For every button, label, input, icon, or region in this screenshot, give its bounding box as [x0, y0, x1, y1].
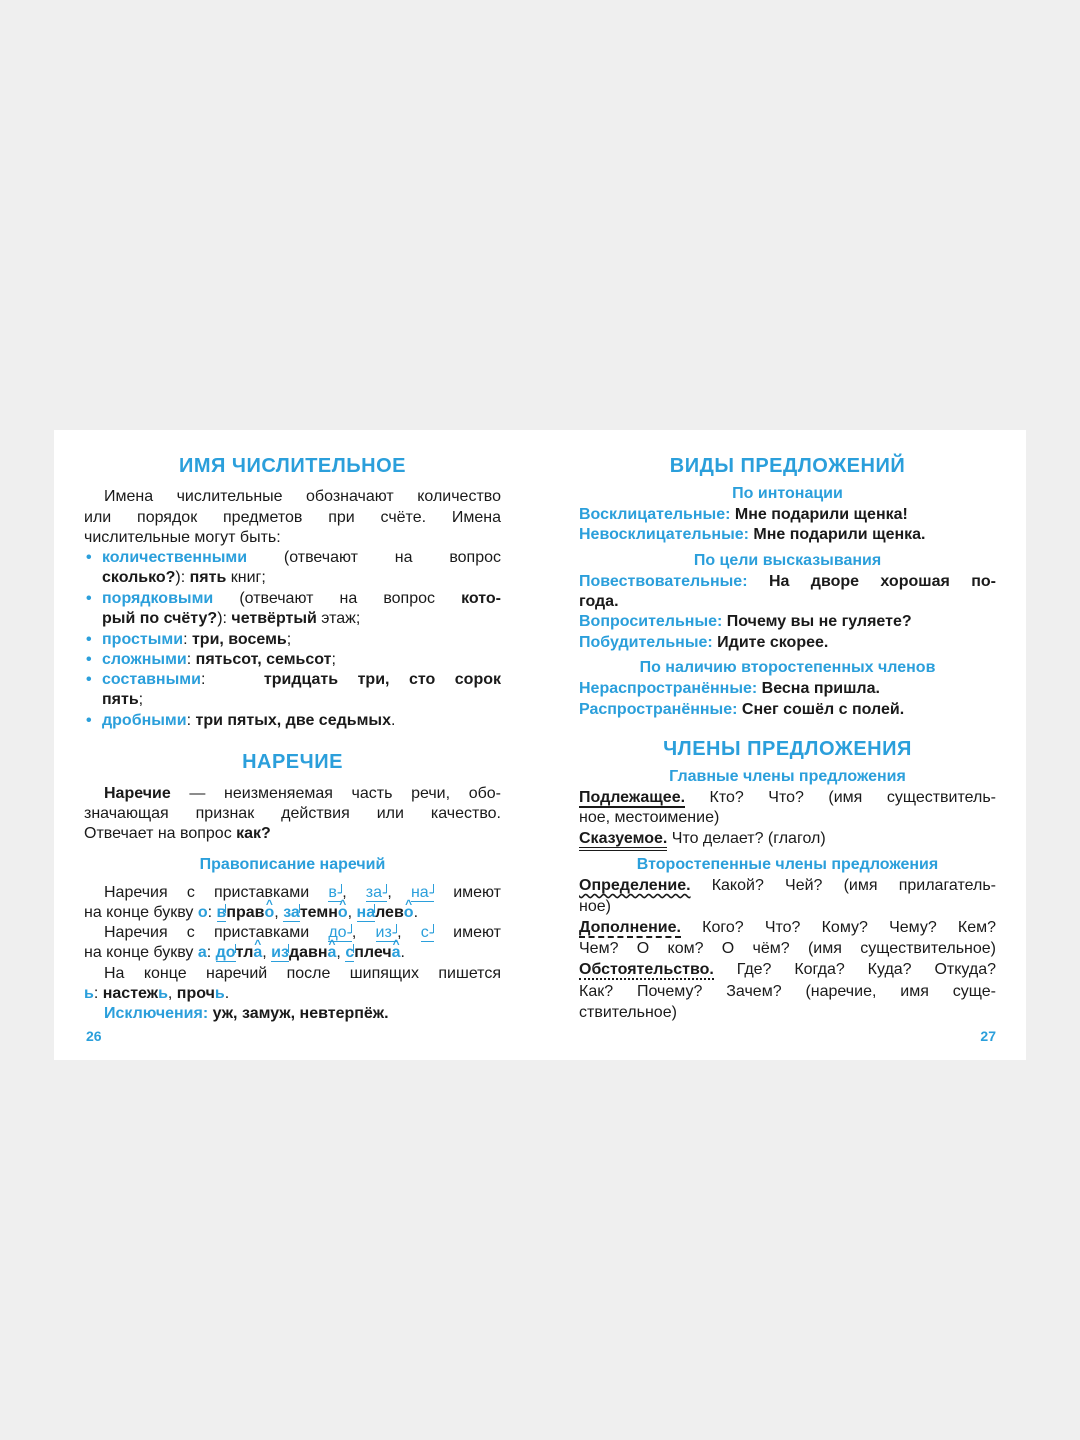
example-word	[177, 985, 225, 1002]
word-suffix: ^ о	[338, 904, 348, 921]
type-example: Идите скорее.	[712, 634, 829, 651]
word-prefix: на	[356, 904, 376, 921]
word-suffix: ^ о	[404, 904, 414, 921]
word-stem: настеж	[102, 985, 159, 1002]
subheading-secondary-members: Второстепенные члены предложения	[636, 856, 939, 873]
example-word	[345, 944, 400, 962]
member-cont: Чем? О ком? О чём? (имя существительное)	[579, 940, 996, 957]
numeral-bullet-item	[84, 548, 501, 568]
page-number-left: 26	[86, 1028, 102, 1044]
adverb-term: Наречие	[104, 785, 171, 802]
word-stem: плеч	[354, 944, 392, 961]
subheading-intonation: По интонации	[732, 485, 843, 502]
word-prefix: из	[271, 944, 289, 961]
word-suffix: ^ а	[253, 944, 262, 961]
sentence-type-row	[579, 505, 996, 525]
bullet-term: порядковыми	[102, 590, 214, 607]
type-label: Нераспространённые:	[579, 680, 758, 697]
word-prefix: до	[215, 944, 236, 961]
example-word	[271, 944, 336, 962]
bullet-term: сложными	[102, 651, 187, 668]
bullet-question: сколько?	[102, 569, 176, 586]
sentence-members-title: ЧЛЕНЫ ПРЕДЛОЖЕНИЯ	[663, 738, 912, 760]
spelling-example-line: на конце букву о: вправ^ о, затемн^ о, налев^ о.	[84, 903, 501, 923]
exceptions-label: Исключения:	[104, 1005, 209, 1022]
member-row	[579, 918, 996, 938]
rule-text: имеют	[434, 924, 501, 941]
example-word	[216, 944, 263, 962]
book-spread	[54, 430, 1026, 1060]
numeral-bullet-cont	[84, 568, 501, 588]
example-word	[283, 904, 347, 922]
spelling-rule-line: На конце наречий после шипящих пишется	[104, 965, 501, 982]
bullet-text: (отвечают на вопрос	[247, 549, 501, 566]
prefix-mark: за-	[365, 884, 388, 901]
bullet-example: пять	[102, 691, 139, 708]
numeral-intro-line: или порядок предметов при счёте. Имена	[84, 509, 501, 526]
type-example: Мне подарили щенка.	[748, 526, 926, 543]
adverb-def-line	[84, 784, 501, 804]
rule-text: на конце букву	[84, 904, 198, 921]
member-text: Какой? Чей? (имя прилагатель-	[690, 877, 996, 894]
bullet-term: составными	[102, 671, 201, 688]
numeral-bullet-cont	[84, 609, 501, 629]
member-term: Определение.	[579, 877, 691, 894]
spelling-rule-line: Наречия с приставками в-, за-, на- имеют	[104, 884, 501, 901]
member-row	[579, 788, 996, 808]
bullet-term: простыми	[102, 631, 184, 648]
bullet-text: ):	[217, 610, 232, 627]
bullet-text: книг;	[226, 569, 266, 586]
sentence-type-row	[579, 700, 996, 720]
prefix-mark: из-	[375, 924, 398, 941]
word-prefix: в	[216, 904, 227, 921]
word-ending: ь	[158, 985, 168, 1002]
rule-letter: о	[197, 904, 208, 921]
prefix-mark: до-	[328, 924, 352, 941]
member-cont: ствительное)	[579, 1004, 677, 1021]
member-text: Что делает? (глагол)	[667, 830, 826, 847]
page-left	[84, 430, 501, 1060]
adverb-question: как?	[236, 825, 271, 842]
sentence-type-row	[579, 572, 996, 592]
rule-text: Наречия с приставками	[104, 924, 329, 941]
numeral-bullet-item	[84, 589, 501, 609]
numeral-bullet-cont: пять;	[102, 691, 144, 708]
type-example: На дворе хорошая по-	[747, 573, 996, 590]
word-stem: прав	[226, 904, 265, 921]
bullet-question: кото-	[461, 590, 501, 607]
type-label: Побудительные:	[579, 634, 713, 651]
word-stem: тл	[235, 944, 254, 961]
type-label: Невосклицательные:	[579, 526, 749, 543]
subheading-purpose: По цели высказывания	[693, 552, 882, 569]
spelling-rule-line: Наречия с приставками до-, из-, с- имеют	[104, 924, 501, 941]
sentence-type-row	[579, 633, 996, 653]
rule-text: на конце букву	[84, 944, 198, 961]
subheading-main-members: Главные члены предложения	[669, 768, 906, 785]
exceptions-words: уж, замуж, невтерпёж.	[208, 1005, 389, 1022]
bullet-example: пятьсот, семьсот	[195, 651, 332, 668]
word-suffix: ^ о	[265, 904, 275, 921]
member-row	[579, 829, 996, 849]
example-word	[357, 904, 414, 922]
type-label: Распространённые:	[579, 701, 738, 718]
rule-text: Наречия с приставками	[104, 884, 329, 901]
numeral-title: ИМЯ ЧИСЛИТЕЛЬНОЕ	[178, 455, 407, 477]
member-cont: ное)	[579, 898, 611, 915]
member-row	[579, 876, 996, 896]
prefix-mark: в-	[328, 884, 343, 901]
word-prefix: с	[345, 944, 355, 961]
member-term: Обстоятельство.	[579, 961, 714, 978]
numeral-bullet-item: • дробными: три пятых, две седьмых.	[84, 711, 501, 731]
spelling-example-line: на конце букву а: дотл^ а, издавн^ а, сплеч^ а.	[84, 943, 501, 963]
sentence-types-title: ВИДЫ ПРЕДЛОЖЕНИЙ	[669, 455, 906, 477]
rule-letter: ь	[84, 985, 94, 1002]
bullet-example: пять	[189, 569, 227, 586]
page-number-right: 27	[980, 1028, 996, 1044]
member-term: Подлежащее.	[579, 789, 686, 806]
sentence-type-cont: года.	[579, 593, 619, 610]
type-example: Почему вы не гуляете?	[722, 613, 912, 630]
word-ending: ь	[214, 985, 225, 1002]
word-stem: проч	[176, 985, 215, 1002]
prefix-mark: с-	[420, 924, 435, 941]
example-word	[217, 904, 275, 922]
bullet-text: этаж;	[316, 610, 361, 627]
adverb-spelling-title: Правописание наречий	[199, 856, 386, 873]
type-label: Вопросительные:	[579, 613, 723, 630]
word-stem: лев	[375, 904, 404, 921]
word-suffix: ^ а	[392, 944, 401, 961]
bullet-example: три пятых, две седьмых	[195, 712, 391, 729]
adverb-def-line	[84, 824, 501, 844]
member-term: Сказуемое.	[579, 830, 667, 851]
example-word	[103, 985, 168, 1002]
member-row	[579, 960, 996, 980]
numeral-bullet-item: • сложными: пятьсот, семьсот;	[84, 650, 501, 670]
word-stem: темн	[299, 904, 338, 921]
member-term: Дополнение.	[579, 919, 681, 936]
spelling-example-line: ь: настежь, прочь.	[84, 985, 230, 1002]
word-suffix: ^ а	[328, 944, 337, 961]
numeral-intro-line: Имена числительные обозначают количество	[104, 488, 501, 505]
sentence-type-row	[579, 679, 996, 699]
exceptions-line	[84, 1004, 501, 1024]
adverb-title: НАРЕЧИЕ	[242, 751, 343, 773]
member-text: Кто? Что? (имя существитель-	[685, 789, 996, 806]
bullet-text: (отвечают на вопрос	[213, 590, 462, 607]
bullet-question: рый по счёту?	[102, 610, 218, 627]
bullet-text: ):	[175, 569, 190, 586]
sentence-type-row	[579, 612, 996, 632]
member-cont: Как? Почему? Зачем? (наречие, имя суще-	[579, 983, 996, 1000]
sentence-type-row	[579, 525, 996, 545]
adverb-def-text: — неизменяемая часть речи, обо-	[170, 785, 501, 802]
word-stem: давн	[288, 944, 328, 961]
bullet-example: три, восемь	[191, 631, 287, 648]
numeral-bullet-item: • составными: тридцать три, сто сорок	[84, 670, 501, 690]
type-label: Повествовательные:	[579, 573, 748, 590]
word-prefix: за	[283, 904, 300, 921]
numeral-intro-line: числительные могут быть:	[84, 529, 281, 546]
bullet-example: тридцать три, сто сорок	[263, 671, 502, 688]
bullet-term: количественными	[102, 549, 248, 566]
adverb-def-line: значающая признак действия или качество.	[84, 805, 501, 822]
bullet-term: дробными	[102, 712, 187, 729]
type-example: Мне подарили щенка!	[730, 506, 908, 523]
bullet-example: четвёртый	[231, 610, 317, 627]
type-example: Снег сошёл с полей.	[737, 701, 905, 718]
type-example: Весна пришла.	[757, 680, 880, 697]
member-text: Где? Когда? Куда? Откуда?	[713, 961, 996, 978]
numeral-bullet-item: • простыми: три, восемь;	[84, 630, 501, 650]
subheading-secondary: По наличию второстепенных членов	[639, 659, 936, 676]
type-label: Восклицательные:	[579, 506, 731, 523]
page-right	[579, 430, 996, 1060]
rule-letter: а	[197, 944, 207, 961]
member-text: Кого? Что? Кому? Чему? Кем?	[680, 919, 996, 936]
rule-text: имеют	[434, 884, 501, 901]
adverb-def-text: Отвечает на вопрос	[84, 825, 237, 842]
prefix-mark: на-	[410, 884, 435, 901]
member-cont: ное, местоимение)	[579, 809, 720, 826]
